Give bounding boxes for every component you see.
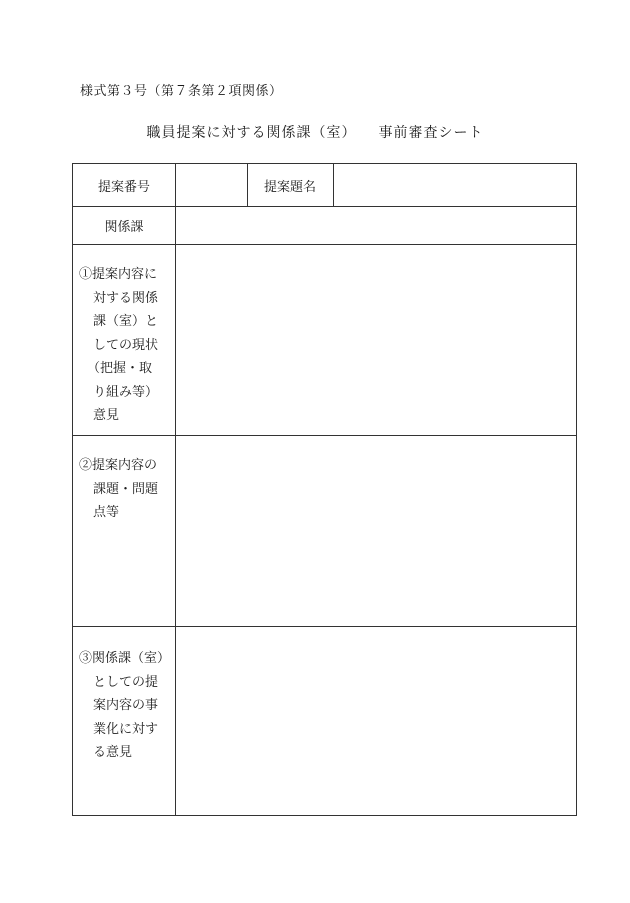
section-1-line: （把握・取 — [87, 361, 153, 376]
section-1-line: しての現状 — [93, 337, 159, 353]
section-1-line: り組み等） — [93, 384, 159, 400]
section-1-field[interactable] — [175, 244, 576, 435]
proposal-number-label: 提案番号 — [97, 179, 150, 195]
grid-hline-section2 — [73, 626, 576, 627]
proposal-title-field[interactable] — [333, 164, 576, 206]
proposal-title-label: 提案題名 — [263, 179, 316, 195]
form-number: 様式第３号（第７条第２項関係） — [80, 84, 283, 99]
section-2-line: ②提案内容の — [79, 458, 158, 473]
section-1-line: 対する関係 — [93, 290, 159, 306]
section-3-line: 業化に対す — [93, 721, 159, 737]
document-title — [0, 122, 630, 142]
section-3-line: ③関係課（室） — [79, 651, 171, 666]
section-2-line: 点等 — [93, 505, 120, 520]
section-3-line: としての提 — [93, 674, 159, 690]
section-1-line: ①提案内容に — [79, 267, 158, 282]
related-dept-label: 関係課 — [104, 219, 144, 235]
section-1-line: 意見 — [93, 408, 120, 423]
grid-hline-row1 — [73, 206, 576, 207]
section-3-line: 案内容の事 — [93, 698, 159, 713]
grid-vline-number — [247, 164, 248, 206]
section-3-label — [79, 647, 171, 765]
title-main: 職員提案に対する関係課（室） — [146, 125, 357, 141]
grid-vline-label-column — [175, 164, 176, 815]
grid-vline-title — [333, 164, 334, 206]
section-2-label — [79, 454, 171, 525]
section-2-field[interactable] — [175, 435, 576, 626]
title-sub: 事前審査シート — [378, 125, 484, 141]
section-3-field[interactable] — [175, 626, 576, 815]
section-1-label — [79, 263, 171, 428]
proposal-number-field[interactable] — [175, 164, 247, 206]
related-dept-field[interactable] — [175, 206, 576, 244]
review-sheet-table — [72, 163, 577, 816]
section-2-line: 課題・問題 — [93, 481, 159, 497]
section-3-line: る意見 — [93, 745, 133, 760]
grid-hline-row2 — [73, 244, 576, 245]
section-1-line: 課（室）と — [93, 314, 159, 329]
grid-hline-section1 — [73, 435, 576, 436]
